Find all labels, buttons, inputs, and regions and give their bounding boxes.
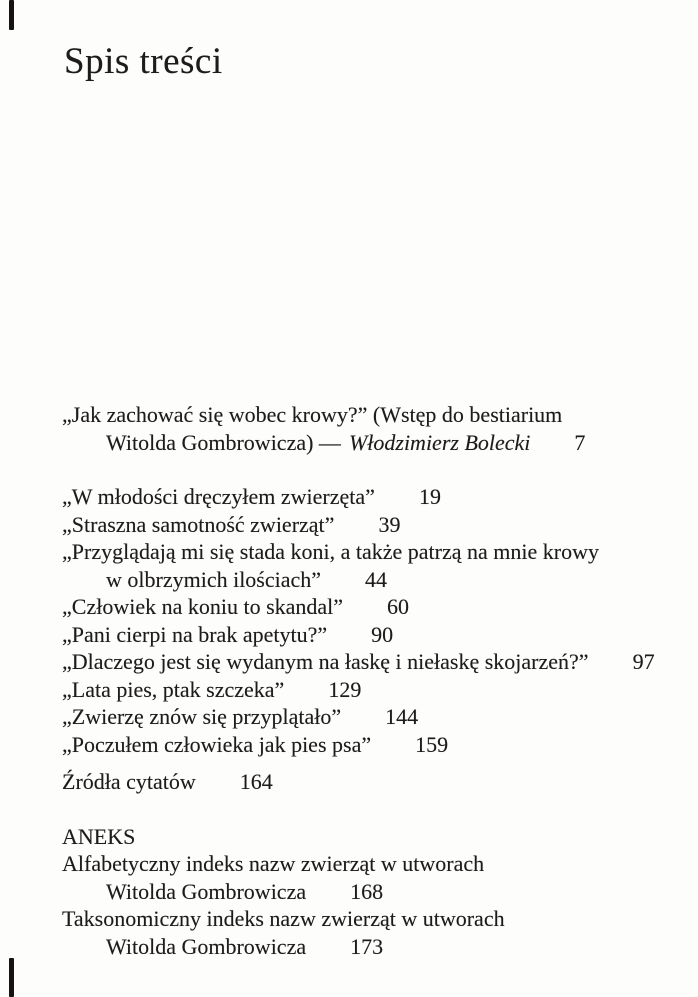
toc-page-number: 90 — [371, 621, 394, 647]
toc-line — [62, 566, 684, 594]
toc-page-number: 173 — [350, 933, 384, 959]
toc-entry-text: „Przyglądają mi się stada koni, a także patrzą na mnie krowy — [62, 539, 599, 564]
toc-line — [62, 621, 684, 649]
toc-entry-text: Witolda Gombrowicza — [106, 878, 307, 904]
toc-entry-text: ANEKS — [62, 823, 136, 849]
toc-line — [62, 483, 684, 511]
toc-page-number: 97 — [632, 649, 655, 674]
toc-entry-text: w olbrzymich ilościach” — [106, 566, 322, 592]
toc-entry-text: Witolda Gombrowicza — [106, 933, 307, 959]
table-of-contents — [62, 401, 684, 960]
toc-line — [62, 731, 684, 759]
toc-line — [62, 429, 684, 457]
toc-line — [62, 703, 684, 731]
toc-page-number: 129 — [328, 676, 362, 702]
toc-page-number: 60 — [387, 594, 410, 619]
toc-entry-text: Źródła cytatów — [62, 769, 196, 794]
toc-line — [62, 823, 684, 851]
toc-author-name: Włodzimierz Bolecki — [348, 429, 531, 455]
scan-artifact-bottom-left — [9, 958, 14, 997]
toc-line — [62, 676, 684, 704]
toc-line — [62, 593, 684, 621]
toc-page-number: 144 — [385, 704, 419, 729]
toc-entry-text: Alfabetyczny indeks nazw zwierząt w utworach — [62, 851, 485, 876]
toc-gap — [62, 456, 684, 483]
toc-entry-text: „Poczułem człowieka jak pies psa” — [62, 731, 372, 757]
toc-gap — [62, 758, 684, 768]
toc-page-number: 44 — [365, 566, 388, 592]
toc-page-number: 164 — [239, 769, 273, 794]
toc-page-number: 168 — [350, 878, 384, 904]
toc-line — [62, 933, 684, 961]
toc-line — [62, 538, 684, 566]
toc-line — [62, 401, 684, 429]
toc-entry-text: „Straszna samotność zwierząt” — [62, 511, 335, 537]
toc-entry-text: Witolda Gombrowicza) — — [106, 429, 341, 455]
toc-entry-text: „Lata pies, ptak szczeka” — [62, 676, 285, 702]
toc-line — [62, 905, 684, 933]
toc-page-number: 19 — [418, 484, 441, 509]
toc-entry-text: „Pani cierpi na brak apetytu?” — [62, 621, 328, 647]
toc-entry-text: „Człowiek na koniu to skandal” — [62, 594, 344, 619]
toc-line — [62, 768, 684, 796]
toc-entry-text: „Jak zachować się wobec krowy?” (Wstęp do bestiarium — [62, 402, 563, 427]
page-title: Spis treści — [64, 41, 223, 82]
toc-entry-text: Taksonomiczny indeks nazw zwierząt w utworach — [62, 906, 505, 931]
toc-line — [62, 878, 684, 906]
toc-page-number: 159 — [415, 731, 449, 757]
toc-line — [62, 648, 684, 676]
toc-line — [62, 511, 684, 539]
toc-page-number: 7 — [574, 429, 586, 455]
toc-entry-text: „Zwierzę znów się przyplątało” — [62, 704, 342, 729]
toc-gap — [62, 796, 684, 823]
scan-artifact-top-left — [9, 0, 14, 30]
toc-entry-text: „Dlaczego jest się wydanym na łaskę i niełaskę skojarzeń?” — [62, 649, 589, 674]
toc-entry-text: „W młodości dręczyłem zwierzęta” — [62, 484, 375, 509]
toc-line — [62, 850, 684, 878]
toc-page-number: 39 — [378, 511, 401, 537]
